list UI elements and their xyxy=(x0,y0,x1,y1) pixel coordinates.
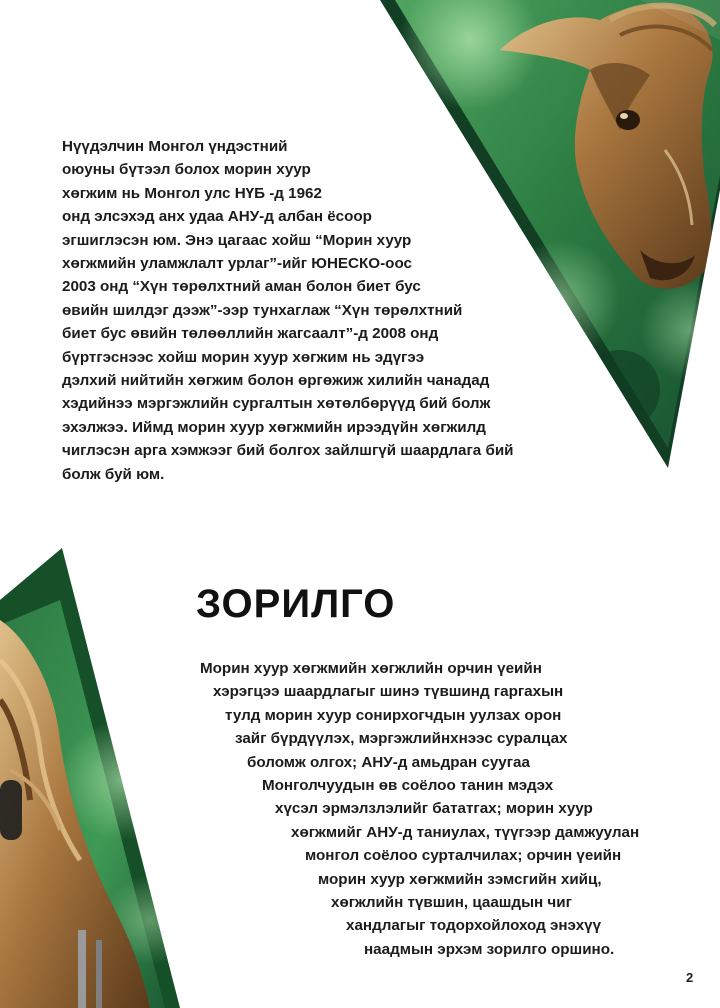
goal-line: Монголчуудын өв соёлоо танин мэдэх xyxy=(262,777,554,794)
intro-line: өвийн шилдэг дээж”-ээр тунхаглаж “Хүн төрөлхтний xyxy=(62,301,463,319)
goal-line: хандлагыг тодорхойлоход энэхүү xyxy=(346,917,602,935)
intro-line: болж буй юм. xyxy=(62,465,165,483)
intro-line: эхэлжээ. Иймд морин хуур хөгжмийн ирээдүйн хөгжилд xyxy=(62,418,486,436)
goal-line: зайг бүрдүүлэх, мэргэжлийнхнээс суралцах xyxy=(235,730,568,748)
page-number: 2 xyxy=(686,970,694,985)
goal-line: тулд морин хуур сонирхогчдын уулзах орон xyxy=(225,706,562,724)
bottom-left-photo-triangle xyxy=(0,548,195,1008)
intro-line: хэдийнээ мэргэжлийн сургалтын хөтөлбөрүүд бий болж xyxy=(62,395,491,413)
goal-line: боломж олгох; АНУ-д амьдран суугаа xyxy=(247,753,530,771)
intro-line: дэлхий нийтийн хөгжим болон өргөжиж хилийн чанадад xyxy=(62,372,490,390)
intro-paragraph xyxy=(62,135,582,486)
intro-line: чиглэсэн арга хэмжээг бий болгох зайлшгүй шаардлага бий xyxy=(62,442,514,460)
goal-line: хөгжмийг АНУ-д таниулах, түүгээр дамжуулан xyxy=(291,823,640,841)
goal-line: морин хуур хөгжмийн зэмсгийн хийц, xyxy=(318,870,602,888)
intro-line: биет бус өвийн төлөөллийн жагсаалт”-д 2008 онд xyxy=(62,325,439,343)
intro-line: хөгжим нь Монгол улс НҮБ -д 1962 xyxy=(62,184,322,202)
intro-line: 2003 онд “Хүн төрөлхтний аман болон биет бус xyxy=(62,278,421,296)
goal-line: наадмын эрхэм зорилго оршино. xyxy=(364,940,615,958)
intro-line: эгшиглэсэн юм. Энэ цагаас хойш “Морин хуур xyxy=(62,231,412,249)
goal-line: Морин хуур хөгжмийн хөгжлийн орчин үеийн xyxy=(200,660,542,677)
intro-line: хөгжмийн уламжлалт урлаг”-ийг ЮНЕСКО-оос xyxy=(62,255,412,273)
goal-line: хөгжлийн түвшин, цаашдын чиг xyxy=(331,894,572,911)
intro-line: онд элсэхэд анх удаа АНУ-д албан ёсоор xyxy=(62,208,372,226)
intro-line: бүртгэснээс хойш морин хуур хөгжим нь эдүгээ xyxy=(62,348,425,366)
intro-line: Нүүдэлчин Монгол үндэстний xyxy=(62,138,288,155)
goal-line: хүсэл эрмэлзлэлийг бататгах; морин хуур xyxy=(275,800,593,818)
goal-line: монгол соёлоо сурталчилах; орчин үеийн xyxy=(305,847,622,865)
goal-heading: ЗОРИЛГО xyxy=(196,582,396,626)
goal-line: хэрэгцээ шаардлагыг шинэ түвшинд гаргахын xyxy=(213,683,564,701)
intro-line: оюуны бүтээл болох морин хуур xyxy=(62,161,311,179)
